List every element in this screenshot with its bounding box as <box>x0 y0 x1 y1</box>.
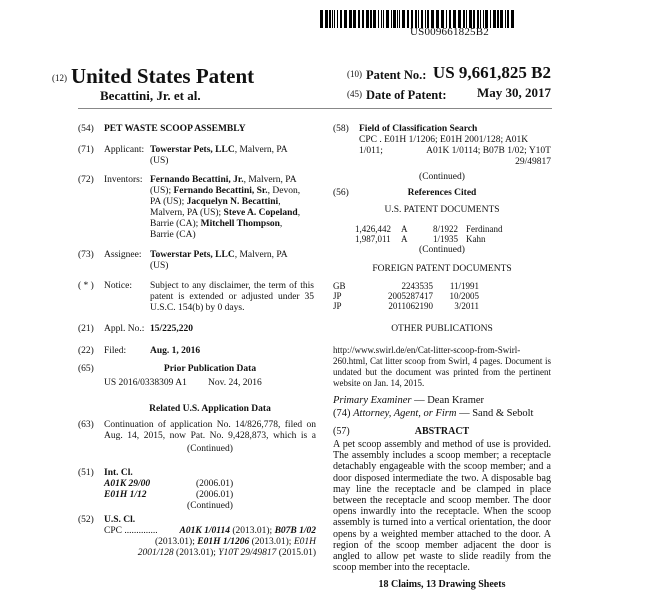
us-doc-row <box>333 234 551 244</box>
continuation-text: Continuation of application No. 14/826,778, filed on Aug. 14, 2015, now Pat. No. 9,428,873, which is a <box>104 420 316 441</box>
us-cl-heading: U.S. Cl. <box>104 515 136 525</box>
barcode-bar <box>373 10 376 28</box>
country-code: JP <box>333 291 342 301</box>
continued-note: (Continued) <box>187 501 233 511</box>
prior-pub-heading: Prior Publication Data <box>163 364 257 374</box>
applicant-label: Applicant: <box>104 145 145 155</box>
assignee-name: Towerstar Pets, LLC <box>150 250 235 260</box>
assignee-location: , Malvern, PA <box>234 250 288 260</box>
barcode-bar <box>381 10 382 28</box>
barcode-bar <box>490 10 491 28</box>
barcode-bar <box>402 10 405 28</box>
doc-date: 11/1991 <box>449 281 479 291</box>
barcode-bar <box>320 10 323 28</box>
field-71-applicant <box>78 145 315 167</box>
field-72-inventors <box>78 175 315 241</box>
filed-value: Aug. 1, 2016 <box>150 346 201 356</box>
barcode-bar <box>358 10 360 28</box>
header-rule <box>78 108 552 109</box>
primary-examiner: Primary Examiner — Dean Kramer <box>333 395 485 406</box>
right-column <box>333 124 551 590</box>
applicant-country: (US) <box>150 156 169 166</box>
other-publications-heading: OTHER PUBLICATIONS <box>391 324 493 334</box>
barcode-bar <box>378 10 379 28</box>
abstract-text: A pet scoop assembly and method of use is provided. The assembly includes a scoop member; a receptacle detachably engageable with the scoop member; and a door disposed intermediate the two. A disposable bag may line the receptacle and be clamped in place between the receptacle and scoop member. The door opens inwardly into the receptacle. When the scoop assembly is turned into a vertical orientation, the door opens by a weighted member attached to the door. A region of the scoop member adjacent the door is angled to allow pet waste to slide readily from the scoop member into the receptacle. <box>333 439 551 574</box>
field-74-attorney: (74) Attorney, Agent, or Firm — Sand & Sebolt <box>333 408 534 419</box>
barcode-bar <box>329 10 331 28</box>
foreign-docs-heading: FOREIGN PATENT DOCUMENTS <box>372 264 512 274</box>
inid-code-12: (12) <box>52 73 67 83</box>
doc-kind: A <box>401 234 408 244</box>
continued-note: (Continued) <box>419 245 465 255</box>
doc-number: 1,987,011 <box>355 234 391 244</box>
left-column <box>78 124 315 559</box>
filed-label: Filed: <box>104 346 127 356</box>
field-22-filed <box>78 346 315 358</box>
notice-label: Notice: <box>104 281 132 291</box>
field-58-classification-search <box>333 124 551 182</box>
doc-date: 10/2005 <box>449 291 479 301</box>
us-docs-list <box>333 224 551 244</box>
barcode-bar <box>370 10 372 28</box>
int-cl-version: (2006.01) <box>196 479 234 489</box>
inid-code-10: (10) <box>347 69 362 79</box>
inid-code: (71) <box>78 145 94 155</box>
barcode-bar <box>511 10 514 28</box>
doc-name: Ferdinand <box>466 224 503 234</box>
barcode-bar <box>337 10 338 28</box>
barcode-bar <box>386 10 389 28</box>
barcode-bar <box>325 10 328 28</box>
barcode-bar <box>366 10 369 28</box>
inid-code: (51) <box>78 468 94 478</box>
continued-note: (Continued) <box>187 444 233 454</box>
barcode-bar <box>344 10 347 28</box>
doc-kind: A <box>401 224 408 234</box>
inventor-short: Becattini, Jr. et al. <box>100 88 201 103</box>
us-docs-heading: U.S. PATENT DOCUMENTS <box>384 205 500 215</box>
barcode-bar <box>505 10 506 28</box>
doc-number: 2011062190 <box>388 301 433 311</box>
barcode-bar <box>497 10 499 28</box>
assignee-country: (US) <box>150 261 169 271</box>
prior-pub-date: Nov. 24, 2016 <box>208 378 262 388</box>
int-cl-heading: Int. Cl. <box>104 468 133 478</box>
inid-code: (65) <box>78 364 94 374</box>
continued-note: (Continued) <box>419 172 465 182</box>
patent-no-value: US 9,661,825 B2 <box>432 63 551 82</box>
patent-type-title <box>52 64 254 89</box>
doc-date: 1/1935 <box>433 234 459 244</box>
barcode-bar <box>332 10 333 28</box>
barcode-bar <box>353 10 356 28</box>
doc-date: 8/1922 <box>433 224 459 234</box>
inventors-label: Inventors: <box>104 175 143 185</box>
applicant-name: Towerstar Pets, LLC <box>150 145 235 155</box>
inid-code: (22) <box>78 346 94 356</box>
abstract-heading: ABSTRACT <box>414 426 470 437</box>
foreign-doc-row <box>333 301 551 311</box>
barcode-bar <box>407 10 409 28</box>
inid-code-45: (45) <box>347 89 362 99</box>
barcode-text: US009661825B2 <box>410 26 489 38</box>
country-code: GB <box>333 281 346 291</box>
inid-code: (52) <box>78 515 94 525</box>
barcode-bar <box>399 10 400 28</box>
doc-number: 2005287417 <box>388 291 433 301</box>
patent-no-label: Patent No.: <box>366 68 427 82</box>
doc-number: 1,426,442 <box>355 224 391 234</box>
barcode-bar <box>393 10 396 28</box>
field-54 <box>78 124 315 138</box>
assignee-label: Assignee: <box>104 250 142 260</box>
field-57-abstract-heading <box>333 426 551 438</box>
int-cl-class: E01H 1/12 <box>104 490 147 500</box>
field-21-appl-no <box>78 324 315 336</box>
int-cl-class: A01K 29/00 <box>104 479 151 489</box>
barcode-bar <box>340 10 342 28</box>
inid-code: (57) <box>333 426 350 437</box>
title-text: United States Patent <box>71 64 255 88</box>
country-code: JP <box>333 301 342 311</box>
us-cl-line-3: 2001/128 (2013.01); Y10T 29/49817 (2015.01) <box>137 548 316 558</box>
doc-date: 3/2011 <box>454 301 479 311</box>
foreign-docs-list <box>333 281 551 314</box>
field-52-us-cl <box>78 515 315 559</box>
doc-number: 2243535 <box>401 281 433 291</box>
inventors-list: Fernando Becattini, Jr., Malvern, PA (US); Fernando Becattini, Sr., Devon, PA (US); Jacquelyn N. Becattini, Malvern, PA (US); Steve A. Copeland, Barrie (CA); Mitchell Thompson, Barrie (CA) <box>150 175 301 240</box>
inid-code: (56) <box>333 188 349 198</box>
notice <box>78 281 315 314</box>
inid-code: (21) <box>78 324 94 334</box>
barcode-bar <box>349 10 352 28</box>
notice-text: Subject to any disclaimer, the term of this patent is extended or adjusted under 35 U.S.C. 154(b) by 0 days. <box>150 281 314 313</box>
date-row <box>347 86 551 102</box>
us-cl-line-2: (2013.01); E01H 1/1206 (2013.01); E01H <box>155 537 316 547</box>
claims-summary: 18 Claims, 13 Drawing Sheets <box>378 579 506 590</box>
patent-number-row <box>347 63 551 82</box>
field-73-assignee <box>78 250 315 272</box>
inid-code: ( * ) <box>78 281 94 291</box>
foreign-doc-row <box>333 291 551 301</box>
field-56-references <box>333 188 551 258</box>
inid-code: (73) <box>78 250 94 260</box>
barcode-bar <box>493 10 496 28</box>
barcode-bar <box>397 10 398 28</box>
inid-code: (54) <box>78 124 94 134</box>
field-65-prior-publication <box>78 364 315 390</box>
appl-no-label: Appl. No.: <box>104 324 145 334</box>
inid-code: (72) <box>78 175 94 185</box>
field-63-continuation <box>78 420 315 458</box>
barcode-bar <box>500 10 503 28</box>
barcode-bar <box>334 10 335 28</box>
classification-heading: Field of Classification Search <box>359 124 478 134</box>
inid-code: (63) <box>78 420 94 430</box>
barcode-bar <box>383 10 384 28</box>
classification-line: CPC . E01H 1/1206; E01H 2001/128; A01K 1/011; <box>359 135 529 156</box>
references-heading: References Cited <box>407 188 477 198</box>
int-cl-version: (2006.01) <box>196 490 234 500</box>
related-heading: Related U.S. Application Data <box>149 404 271 414</box>
classification-line: A01K 1/0114; B07B 1/02; Y10T <box>426 146 551 156</box>
us-cl-line-1: CPC .............. A01K 1/0114 (2013.01); B07B 1/02 <box>104 526 316 536</box>
appl-no-value: 15/225,220 <box>150 324 194 334</box>
invention-title: PET WASTE SCOOP ASSEMBLY <box>104 124 246 134</box>
foreign-doc-row <box>333 281 551 291</box>
date-value: May 30, 2017 <box>476 85 551 100</box>
other-publications-text: http://www.swirl.de/en/Cat-litter-scoop-from-Swirl-260.html, Cat litter scoop from Swirl, 4 pages. Document is undated but the document was printed from the pertinent website on Jan. 14, 2015. <box>333 345 551 388</box>
barcode-bar <box>507 10 509 28</box>
prior-pub-number: US 2016/0338309 A1 <box>104 378 187 388</box>
barcode-bar <box>391 10 392 28</box>
doc-name: Kahn <box>466 234 486 244</box>
applicant-location: , Malvern, PA <box>234 145 288 155</box>
inid-code: (58) <box>333 124 349 134</box>
date-label: Date of Patent: <box>366 88 447 102</box>
barcode-bar <box>362 10 364 28</box>
classification-line: 29/49817 <box>515 157 551 167</box>
us-doc-row <box>333 224 551 234</box>
field-51-int-cl <box>78 468 315 512</box>
